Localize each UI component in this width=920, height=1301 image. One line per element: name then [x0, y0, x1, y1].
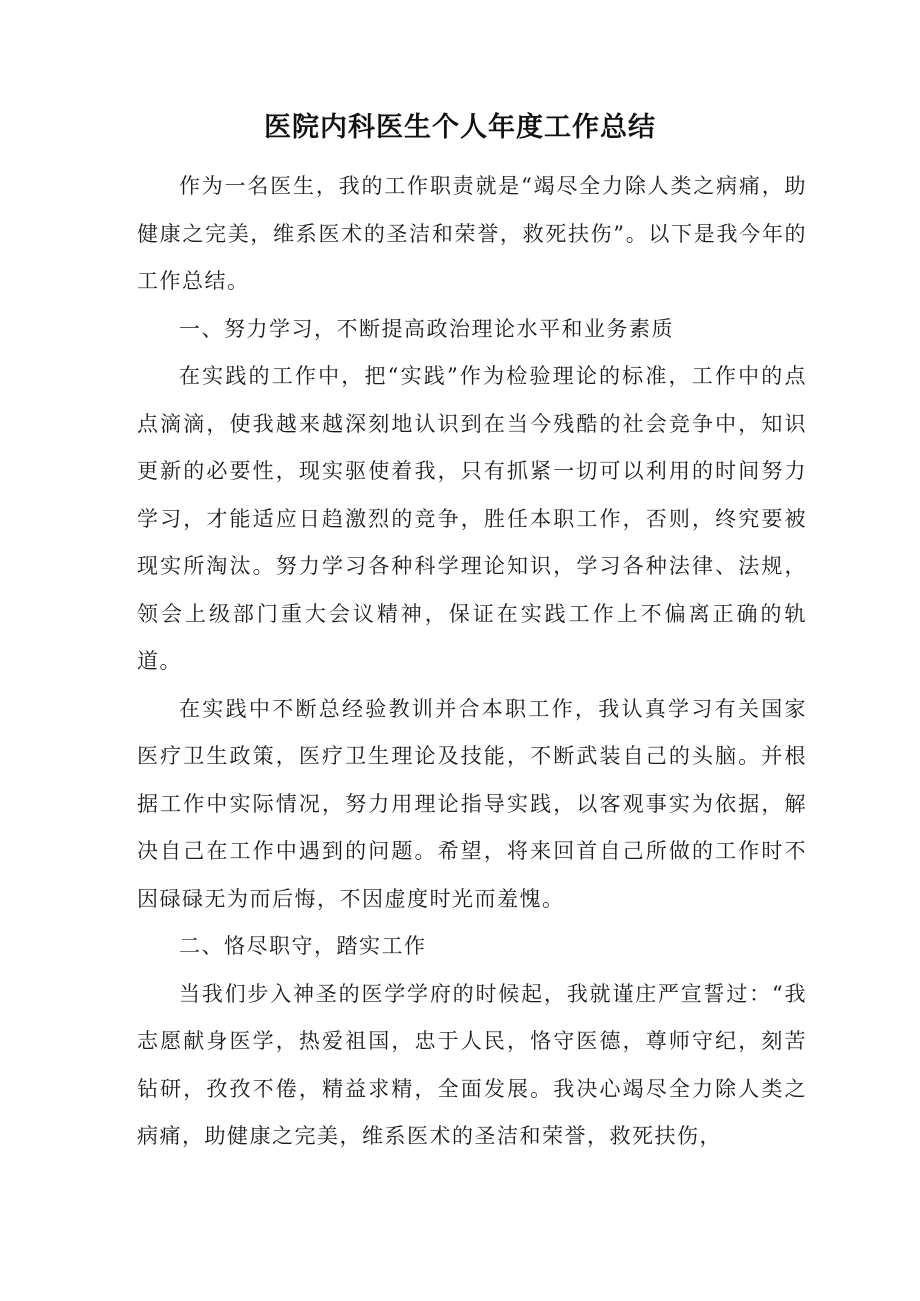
- document-title: 医院内科医生个人年度工作总结: [264, 112, 656, 143]
- section-heading-1: 一、努力学习，不断提高政治理论水平和业务素质: [179, 316, 674, 341]
- paragraph-intro: 作为一名医生，我的工作职责就是“竭尽全力除人类之病痛，助健康之完美，维系医术的圣洁和荣誉，救死扶伤”。以下是我今年的工作总结。: [137, 174, 807, 293]
- paragraph-study-2: 在实践中不断总经验教训并合本职工作，我认真学习有关国家医疗卫生政策，医疗卫生理论及技能，不断武装自己的头脑。并根据工作中实际情况，努力用理论指导实践，以客观事实为依据，解决自己在工作中遇到的问题。希望，将来回首自己所做的工作时不因碌碌无为而后悔，不因虚度时光而羞愧。: [137, 696, 807, 911]
- paragraph-duty-1: 当我们步入神圣的医学学府的时候起，我就谨庄严宣誓过：“我志愿献身医学，热爱祖国，忠于人民，恪守医德，尊师守纪，刻苦钻研，孜孜不倦，精益求精，全面发展。我决心竭尽全力除人类之病痛，助健康之完美，维系医术的圣洁和荣誉，救死扶伤，: [137, 981, 807, 1148]
- paragraph-study-1: 在实践的工作中，把“实践”作为检验理论的标准，工作中的点点滴滴，使我越来越深刻地认识到在当今残酷的社会竞争中，知识更新的必要性，现实驱使着我，只有抓紧一切可以利用的时间努力学习，才能适应日趋激烈的竞争，胜任本职工作，否则，终究要被现实所淘汰。努力学习各种科学理论知识，学习各种法律、法规，领会上级部门重大会议精神，保证在实践工作上不偏离正确的轨道。: [137, 364, 807, 673]
- document-body: [137, 163, 807, 1161]
- section-heading-2: 二、恪尽职守，踏实工作: [179, 934, 427, 958]
